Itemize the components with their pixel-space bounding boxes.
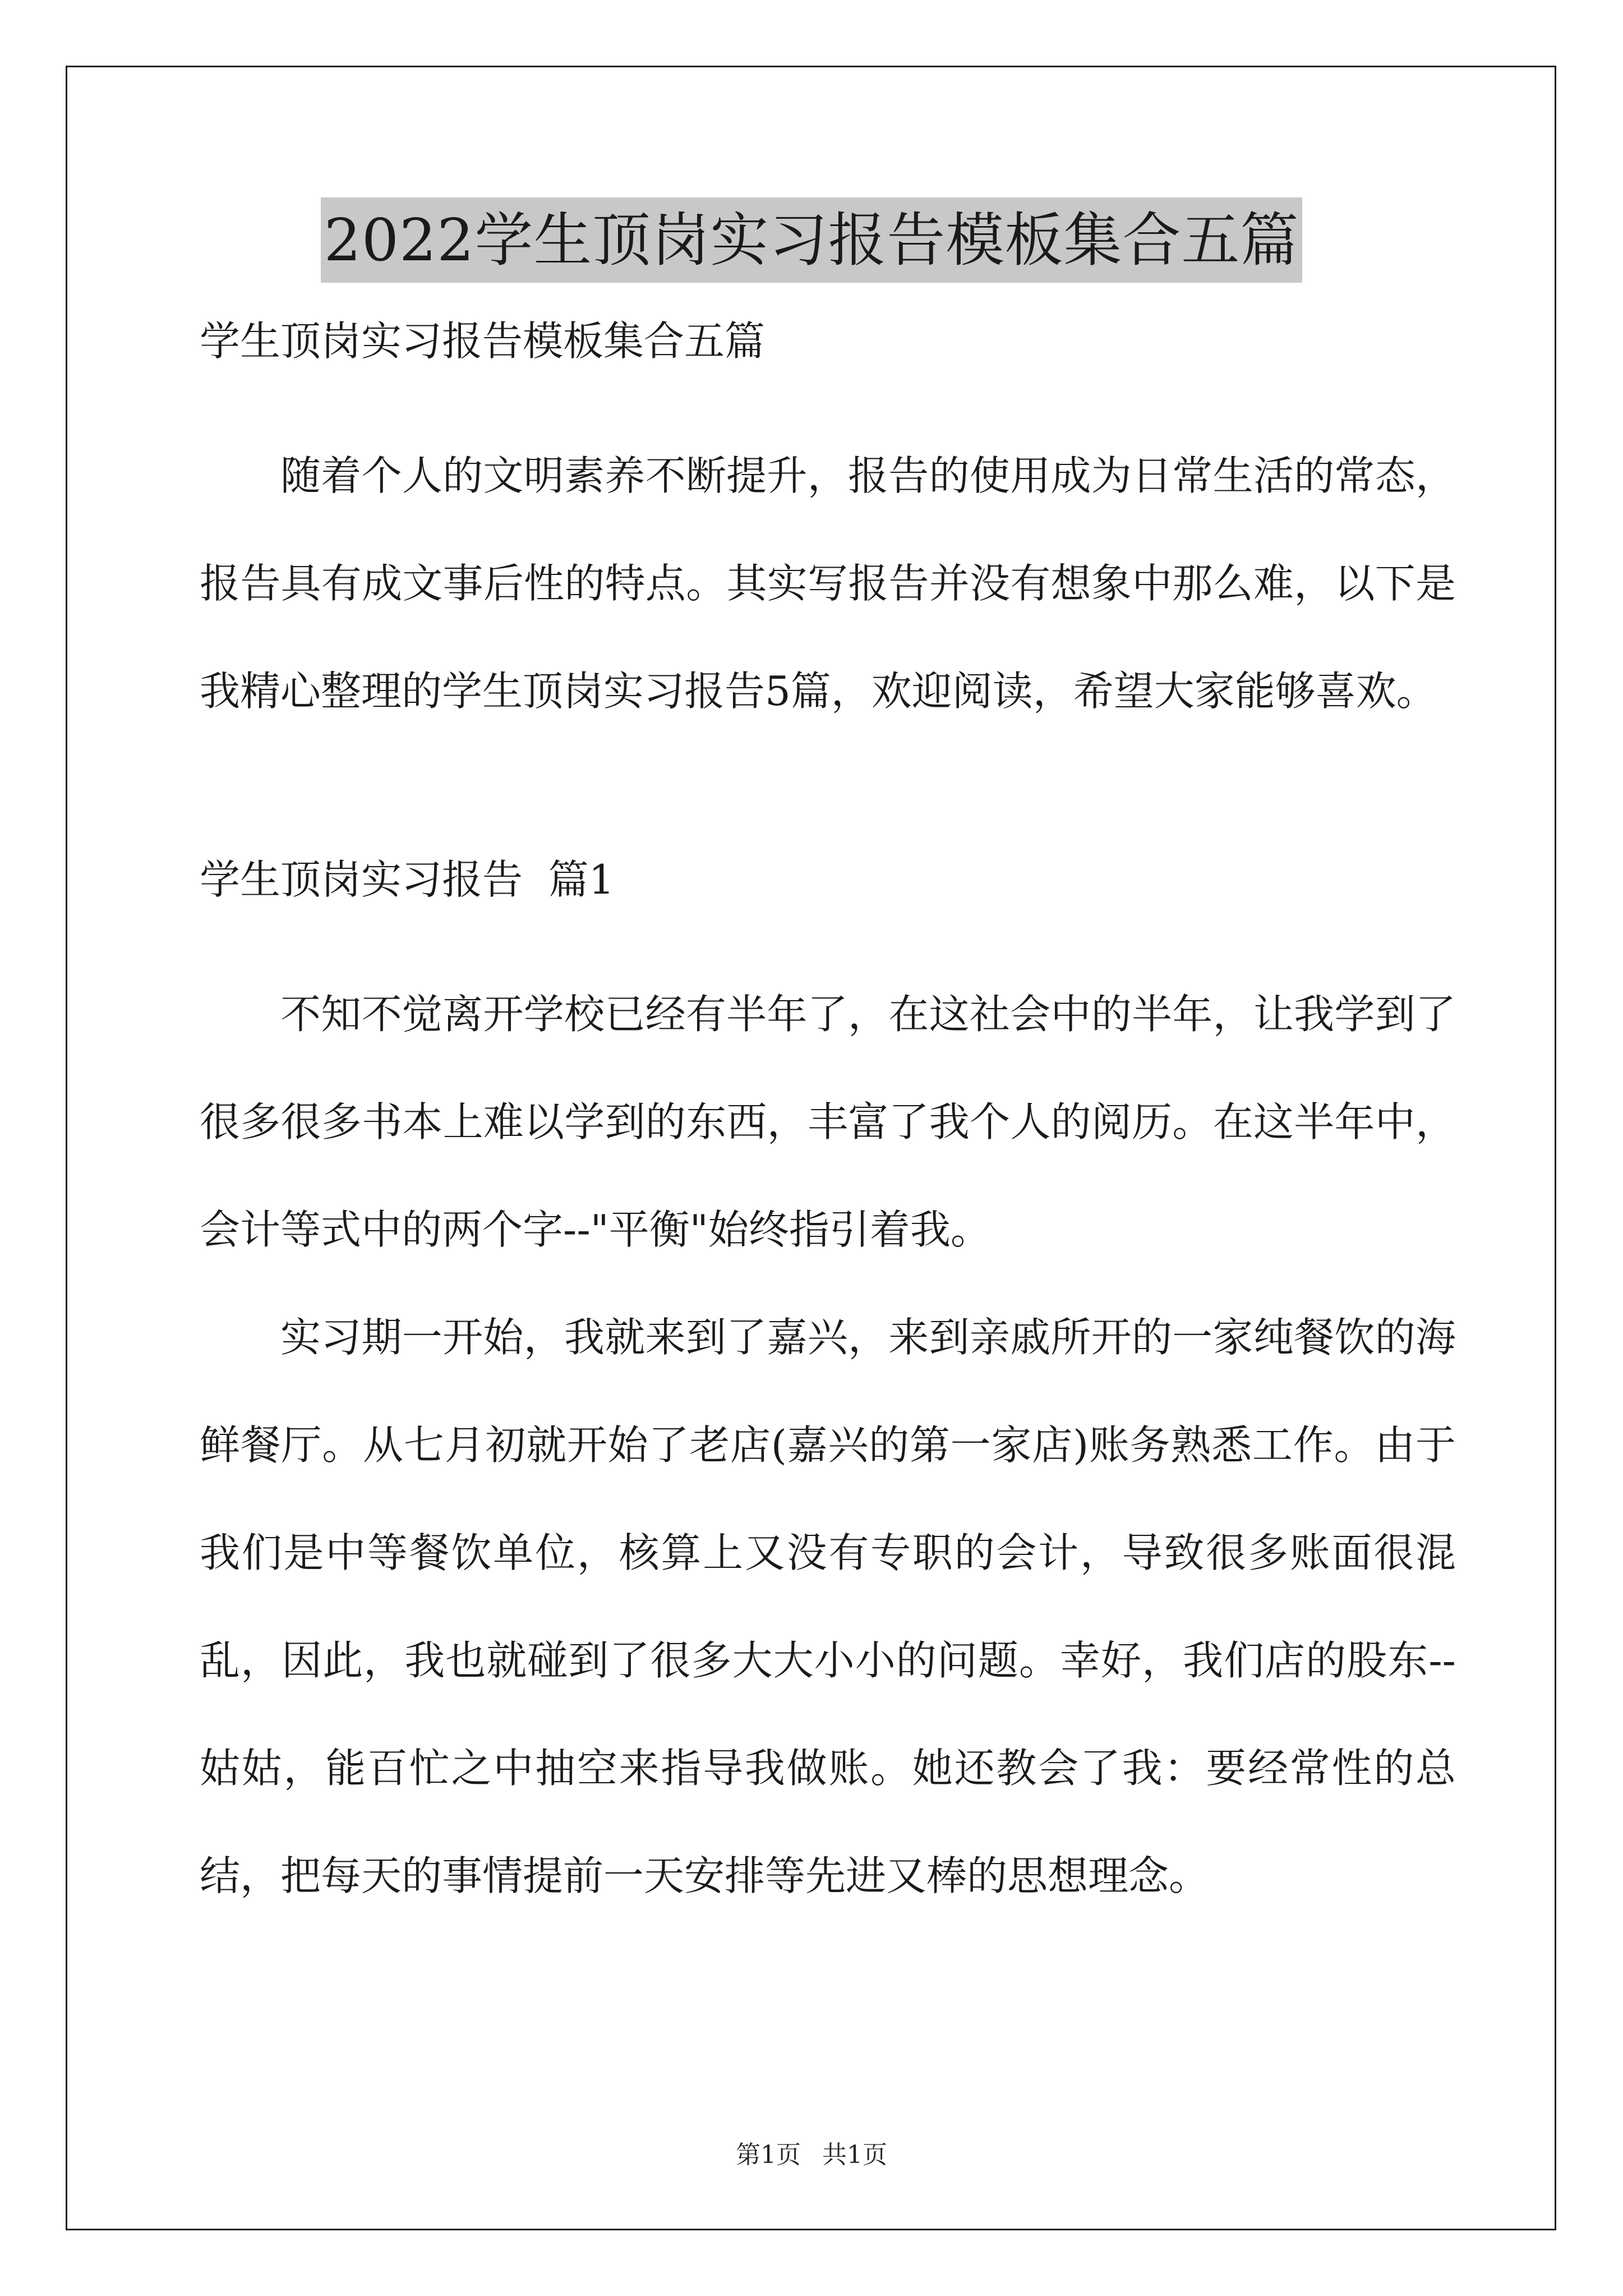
intro-paragraph: 随着个人的文明素养不断提升，报告的使用成为日常生活的常态，报告具有成文事后性的特点。其实写报告并没有想象中那么难，以下是我精心整理的学生顶岗实习报告5篇，欢迎阅读，希望大家能够喜欢。 [200,452,1456,715]
document-title: 2022学生顶岗实习报告模板集合五篇 [321,197,1303,283]
title-container [0,197,1623,283]
page-number-total: 共1页 [822,2141,887,2169]
body-paragraph-1: 不知不觉离开学校已经有半年了，在这社会中的半年，让我学到了很多很多书本上难以学到的东西，丰富了我个人的阅历。在这半年中，会计等式中的两个字--"平衡"始终指引着我。 [200,991,1456,1253]
page-number-current: 第1页 [736,2141,801,2169]
body-paragraph-2: 实习期一开始，我就来到了嘉兴，来到亲戚所开的一家纯餐饮的海鲜餐厅。从七月初就开始了老店(嘉兴的第一家店)账务熟悉工作。由于我们是中等餐饮单位，核算上又没有专职的会计，导致很多账面很混乱，因此，我也就碰到了很多大大小小的问题。幸好，我们店的股东--姑姑，能百忙之中抽空来指导我做账。她还教会了我：要经常性的总结，把每天的事情提前一天安排等先进又棒的思想理念。 [200,1314,1456,1899]
section-heading: 学生顶岗实习报告 篇1 [200,856,615,903]
document-subtitle: 学生顶岗实习报告模板集合五篇 [200,318,766,365]
page-footer [0,2134,1623,2170]
document-body [200,314,1456,1930]
